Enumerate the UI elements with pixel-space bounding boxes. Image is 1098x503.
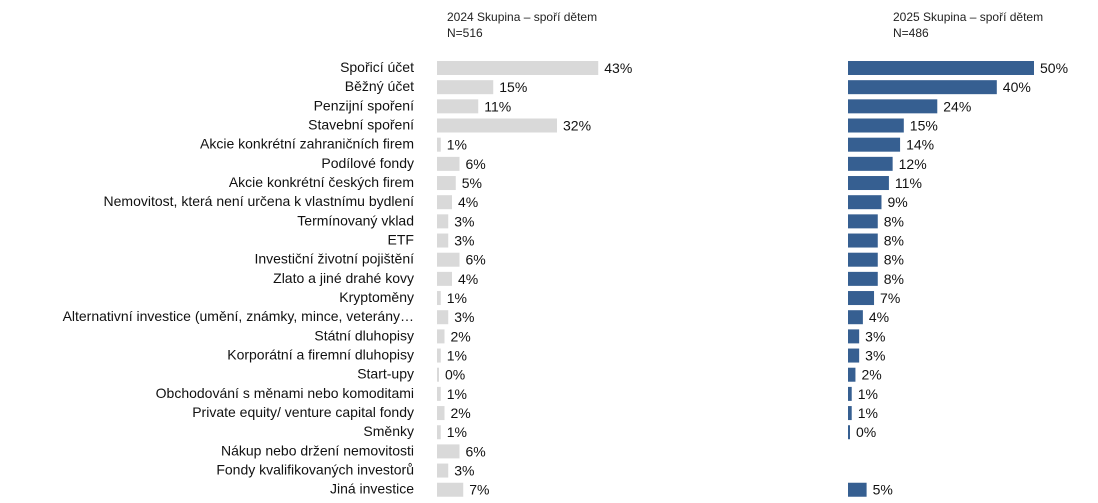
panel-2025-n: N=486 [893, 26, 929, 40]
bar-2024 [437, 368, 439, 382]
data-label: 1% [446, 290, 467, 307]
bar-2025 [848, 349, 859, 363]
category-label: Nemovitost, která není určena k vlastnímu bydlení [103, 193, 414, 210]
bar-2025 [848, 387, 852, 401]
panel-2024-n: N=516 [447, 26, 483, 40]
bar-2024 [437, 157, 460, 171]
bar-2024 [437, 387, 441, 401]
bar-2025 [848, 406, 852, 420]
category-label: Běžný účet [344, 78, 414, 95]
data-label: 15% [909, 117, 938, 134]
category-label: Podílové fondy [321, 154, 414, 171]
data-label: 4% [868, 309, 890, 326]
data-label: 6% [465, 155, 486, 172]
bar-2024 [437, 99, 478, 113]
bar-2025 [848, 119, 904, 133]
bar-2025 [848, 253, 878, 267]
data-label: 8% [883, 232, 904, 249]
data-label: 8% [883, 270, 904, 287]
data-label: 2% [861, 366, 882, 383]
data-label: 0% [445, 366, 466, 383]
category-label: Spořicí účet [340, 59, 414, 75]
bar-2024 [437, 214, 448, 228]
category-label: Investiční životní pojištění [254, 250, 414, 267]
bar-2024 [437, 138, 441, 152]
data-label: 6% [465, 443, 486, 460]
bar-2025 [848, 329, 859, 343]
bar-2025 [848, 214, 878, 228]
bar-2025 [848, 176, 889, 190]
data-label: 11% [894, 175, 922, 192]
data-label: 12% [898, 155, 927, 172]
data-label: 1% [446, 385, 467, 402]
category-label: Kryptoměny [339, 289, 414, 306]
bar-2025 [848, 425, 850, 439]
data-label: 3% [454, 462, 475, 479]
bar-2024 [437, 425, 441, 439]
data-label: 15% [499, 79, 528, 96]
data-label: 7% [880, 290, 901, 307]
category-label: Termínovaný vklad [297, 212, 414, 229]
data-label: 3% [865, 347, 886, 364]
panel-2024-title: 2024 Skupina – spoří dětem [447, 10, 598, 24]
bar-2024 [437, 444, 460, 458]
data-label: 24% [943, 98, 972, 115]
data-label: 1% [446, 347, 467, 364]
bar-2025 [848, 195, 881, 209]
bar-2025 [848, 272, 878, 286]
bar-2024 [437, 272, 452, 286]
bar-2024 [437, 119, 557, 133]
data-label: 1% [446, 424, 467, 441]
bar-2024 [437, 195, 452, 209]
category-label: Státní dluhopisy [314, 327, 414, 344]
category-label: Obchodování s měnami nebo komoditami [155, 384, 414, 401]
data-label: 43% [604, 60, 633, 76]
bar-2024 [437, 61, 598, 75]
data-label: 11% [484, 98, 512, 115]
category-label: Alternativní investice (umění, známky, mince, veterány… [62, 308, 414, 325]
category-label: Private equity/ venture capital fondy [192, 404, 414, 421]
data-label: 0% [856, 424, 877, 441]
bar-2024 [437, 329, 445, 343]
data-label: 1% [446, 136, 467, 153]
bar-2025 [848, 310, 863, 324]
data-label: 8% [883, 251, 904, 268]
data-label: 5% [461, 175, 482, 192]
category-label: Akcie konkrétní českých firem [228, 174, 414, 191]
category-label: Penzijní spoření [313, 97, 414, 114]
data-label: 3% [454, 232, 475, 249]
bar-2025 [848, 99, 937, 113]
data-label: 9% [887, 194, 908, 211]
data-label: 3% [454, 213, 475, 230]
bar-2024 [437, 291, 441, 305]
bar-2025 [848, 234, 878, 248]
category-label: Nákup nebo držení nemovitosti [221, 442, 414, 459]
bar-2025 [848, 483, 867, 497]
bar-2024 [437, 483, 463, 497]
bar-2024 [437, 253, 460, 267]
data-label: 50% [1040, 60, 1069, 76]
category-label: Start-upy [357, 365, 414, 382]
data-label: 40% [1002, 79, 1031, 96]
bar-2025 [848, 61, 1034, 75]
data-label: 7% [469, 481, 490, 498]
data-label: 4% [458, 194, 479, 211]
bar-2025 [848, 157, 893, 171]
data-label: 3% [454, 309, 475, 326]
bar-2025 [848, 80, 997, 94]
chart-marks [63, 59, 1068, 498]
data-label: 1% [857, 405, 878, 422]
category-label: Korporátní a firemní dluhopisy [227, 346, 414, 363]
data-label: 8% [883, 213, 904, 230]
category-label: Směnky [363, 423, 414, 440]
category-label: Jiná investice [329, 480, 414, 497]
data-label: 32% [563, 117, 592, 134]
bar-2024 [437, 310, 448, 324]
bar-2024 [437, 464, 448, 478]
bar-2024 [437, 406, 445, 420]
data-label: 6% [465, 251, 486, 268]
bar-2024 [437, 176, 456, 190]
data-label: 5% [872, 481, 893, 498]
bar-2025 [848, 138, 900, 152]
bar-2025 [848, 291, 874, 305]
data-label: 3% [865, 328, 886, 345]
category-label: Fondy kvalifikovaných investorů [216, 461, 414, 478]
bar-2025 [848, 368, 855, 382]
category-label: Akcie konkrétní zahraničních firem [200, 135, 414, 152]
bar-2024 [437, 349, 441, 363]
data-label: 2% [450, 328, 471, 345]
data-label: 4% [458, 270, 479, 287]
category-label: Zlato a jiné drahé kovy [273, 269, 414, 286]
data-label: 14% [906, 136, 935, 153]
category-label: Stavební spoření [308, 116, 414, 133]
bar-2024 [437, 234, 448, 248]
category-label: ETF [387, 231, 414, 248]
panel-2025-title: 2025 Skupina – spoří dětem [893, 10, 1044, 24]
data-label: 2% [450, 405, 471, 422]
data-label: 1% [857, 385, 878, 402]
bar-2024 [437, 80, 493, 94]
